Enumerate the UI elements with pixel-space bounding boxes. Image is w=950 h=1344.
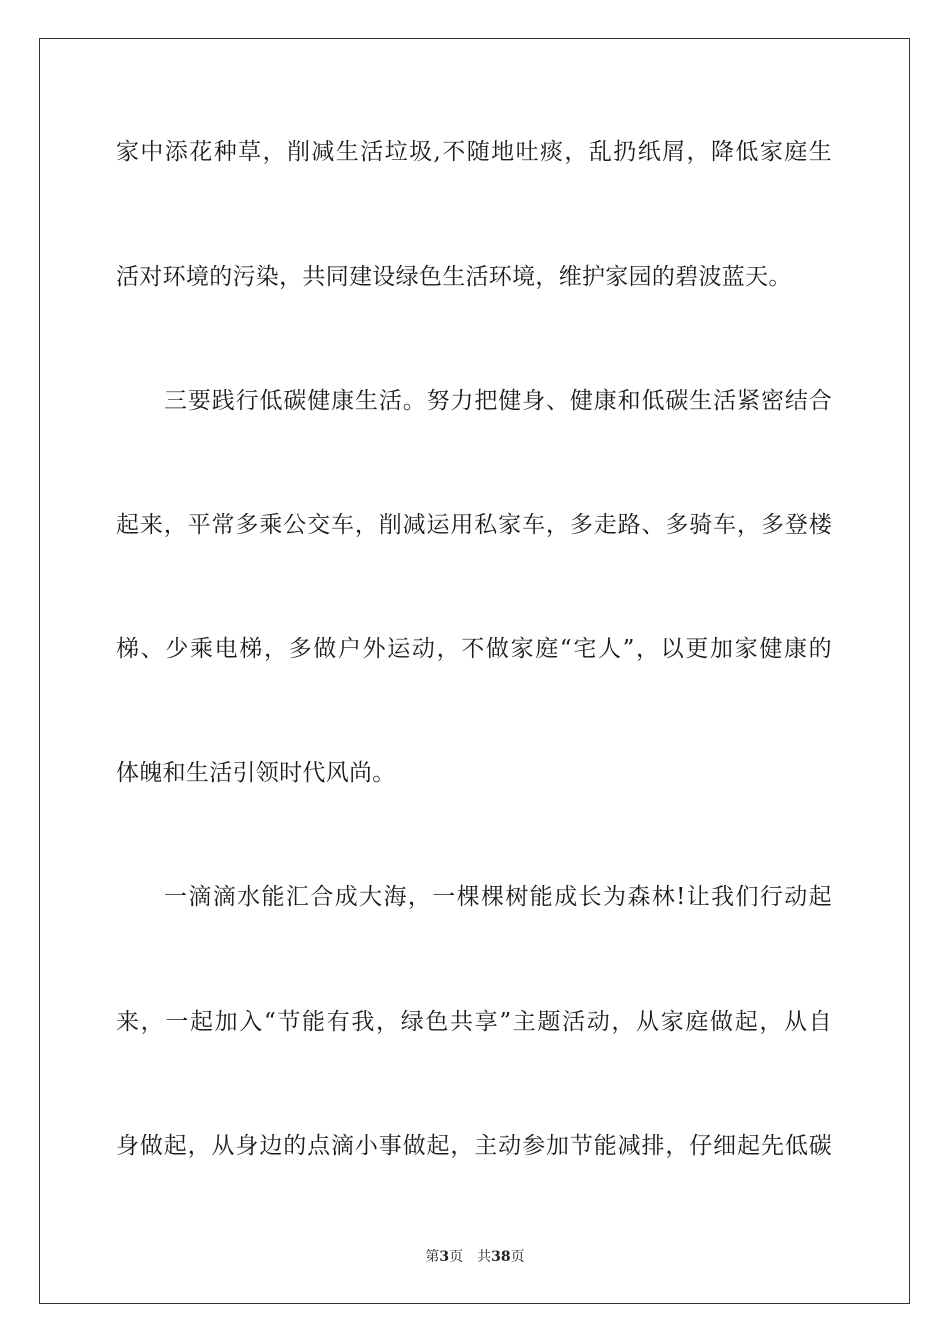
page-suffix: 页	[449, 1249, 464, 1265]
page-footer	[0, 1248, 950, 1266]
text-line-8: 来，一起加入“节能有我，绿色共享”主题活动，从家庭做起，从自	[116, 1009, 832, 1035]
text-line-3: 三要践行低碳健康生活。努力把健身、健康和低碳生活紧密结合	[164, 388, 832, 414]
page-number: 3	[439, 1249, 450, 1265]
text-line-9: 身做起，从身边的点滴小事做起，主动参加节能减排，仔细起先低碳	[116, 1133, 832, 1159]
text-line-4: 起来，平常多乘公交车，削减运用私家车，多走路、多骑车，多登楼	[116, 512, 832, 538]
text-line-6: 体魄和生活引领时代风尚。	[116, 760, 396, 786]
total-prefix: 共	[477, 1249, 492, 1265]
page-frame	[39, 38, 910, 1304]
text-line-5: 梯、少乘电梯，多做户外运动，不做家庭“宅人”，以更加家健康的	[116, 636, 832, 662]
text-line-2: 活对环境的污染，共同建设绿色生活环境，维护家园的碧波蓝天。	[116, 264, 792, 290]
total-pages: 38	[491, 1249, 511, 1265]
page-prefix: 第	[425, 1249, 440, 1265]
text-line-1: 家中添花种草，削减生活垃圾,不随地吐痰，乱扔纸屑，降低家庭生	[116, 139, 832, 165]
text-line-7: 一滴滴水能汇合成大海，一棵棵树能成长为森林!让我们行动起	[164, 884, 832, 910]
total-suffix: 页	[510, 1249, 525, 1265]
